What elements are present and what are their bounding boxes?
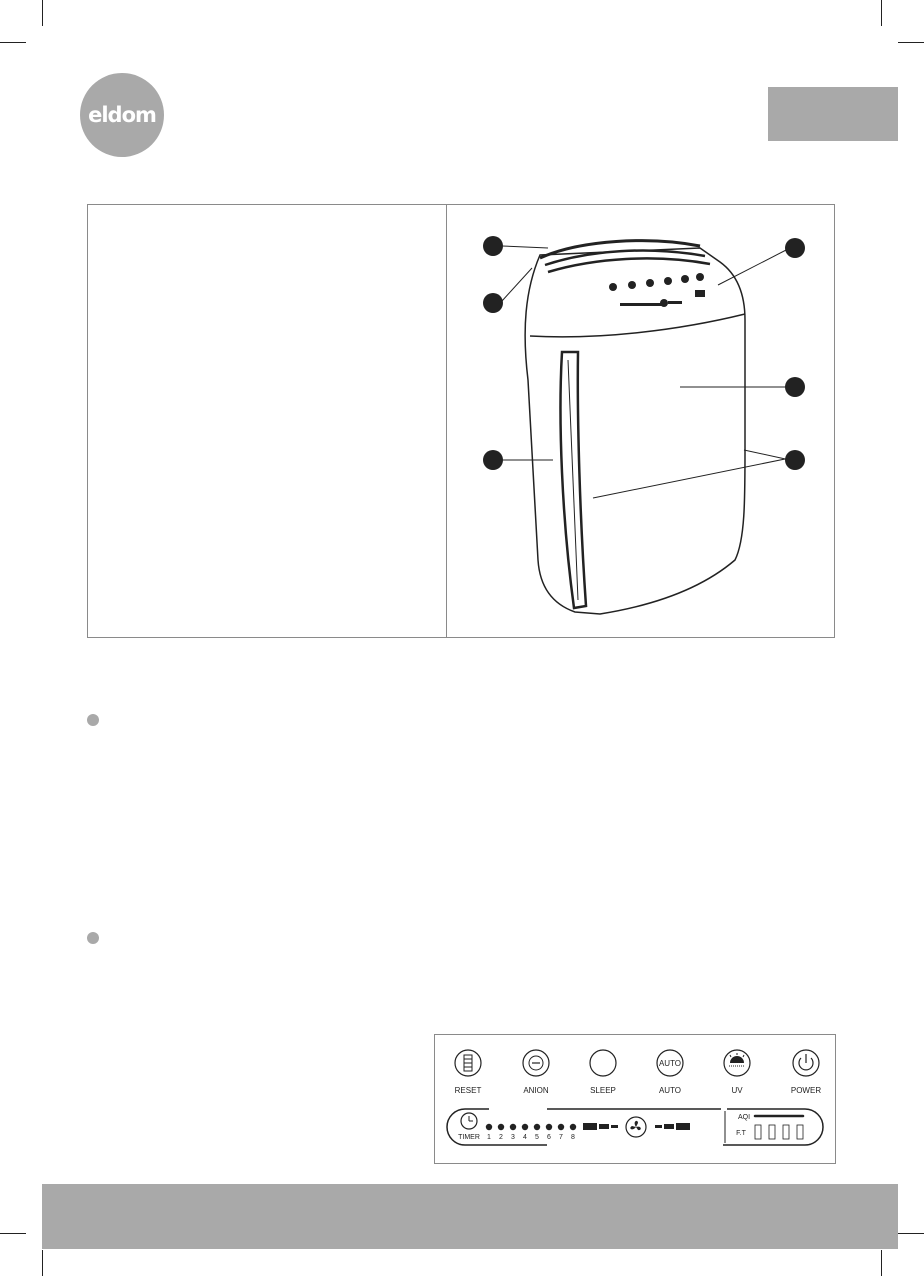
control-panel-svg [435,1035,835,1163]
air-purifier-illustration [450,206,832,636]
crop-mark [42,0,43,26]
crop-mark [881,1250,882,1276]
crop-mark [0,42,26,43]
timer-step: 4 [523,1134,527,1141]
section-bullet [87,932,99,944]
ft-label: F.T [736,1130,746,1137]
callout-marker [483,450,503,470]
section-bullet [87,714,99,726]
sleep-label: SLEEP [590,1086,616,1095]
timer-step: 1 [487,1134,491,1141]
timer-step: 3 [511,1134,515,1141]
timer-step: 6 [547,1134,551,1141]
callout-marker [483,293,503,313]
control-panel-diagram [434,1034,836,1164]
crop-mark [42,1250,43,1276]
language-tab [768,87,898,141]
reset-label: RESET [454,1086,482,1095]
ft-digit-display [755,1125,803,1139]
eldom-logo [80,73,164,157]
footer-bar [42,1184,898,1249]
purifier-body [525,248,745,614]
crop-mark [881,0,882,26]
timer-step: 5 [535,1134,539,1141]
callout-marker [785,238,805,258]
crop-mark [0,1233,26,1234]
callout-marker [785,450,805,470]
crop-mark [898,1233,924,1234]
crop-mark [898,42,924,43]
uv-label: UV [731,1086,743,1095]
timer-step: 7 [559,1134,563,1141]
aqi-label: AQI [737,1114,751,1121]
timer-label: TIMER [458,1134,480,1141]
figure-divider [446,204,447,638]
timer-step: 2 [499,1134,503,1141]
timer-step: 8 [571,1134,575,1141]
anion-label: ANION [523,1086,549,1095]
callout-marker [483,236,503,256]
callout-marker [785,377,805,397]
moon-icon [590,1050,616,1076]
auto-icon-text: AUTO [658,1059,682,1068]
control-band-edge [530,314,745,337]
power-label: POWER [790,1086,822,1095]
logo-text: eldom [88,103,156,127]
auto-label: AUTO [658,1086,682,1095]
